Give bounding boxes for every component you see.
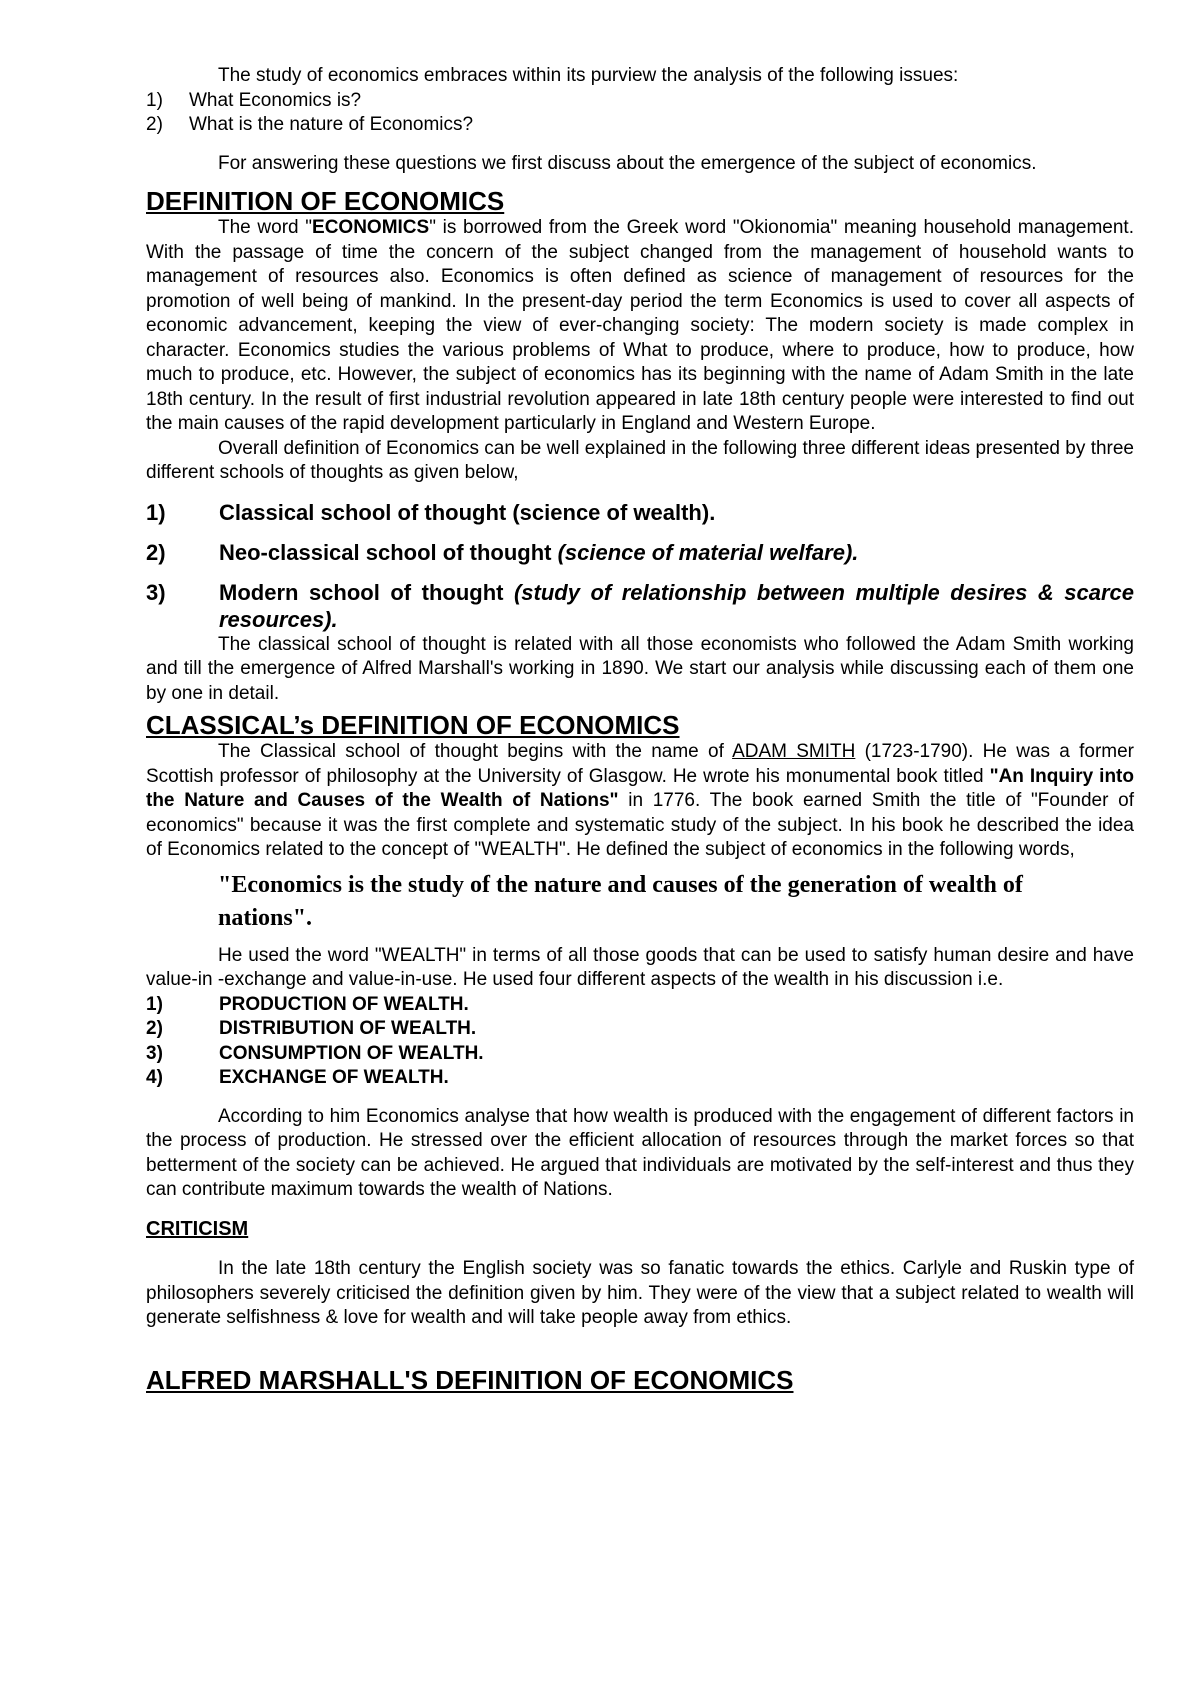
school-italic: (science of material welfare). (557, 539, 859, 565)
school-italic: (study of relationship between multiple desires & scarce resources). (219, 579, 1134, 632)
wealth-paragraph: He used the word "WEALTH" in terms of all those goods that can be used to satisfy human desire and have value-in -exchange and value-in-use. He used four different aspects of the wealth in his discussion i.e. (146, 944, 1134, 990)
wealth-aspects-list (146, 993, 1134, 1091)
list-text: DISTRIBUTION OF WEALTH. (219, 1018, 477, 1039)
school-main: Classical school of thought (science of wealth). (219, 499, 716, 525)
list-number: 4) (146, 1067, 163, 1088)
list-item (146, 993, 1134, 1018)
school-text (219, 499, 1134, 526)
list-item (146, 113, 1134, 138)
list-number: 2) (146, 1018, 163, 1039)
text-run: " is borrowed from the Greek word "Okionomia" meaning household management. With the passage of time the concern of the subject changed from the management of household wants to management of resources also. Economics is often defined as science of management of resources for the promotion of well being of mankind. In the present-day period the term Economics is used to cover all aspects of economic advancement, keeping the view of ever-changing society: The modern society is made complex in character. Economics studies the various problems of What to produce, where to produce, how to produce, how much to produce, etc. However, the subject of economics has its beginning with the name of Adam Smith in the late 18th century. In the result of first industrial revolution appeared in late 18th century people were interested to find out the main causes of the rapid development particularly in England and Western Europe. (146, 217, 1134, 434)
text-run: The Classical school of thought begins with the name of (218, 741, 733, 762)
definition-heading: DEFINITION OF ECONOMICS (146, 186, 505, 216)
bold-term: ECONOMICS (312, 217, 430, 238)
analysis-paragraph: According to him Economics analyse that how wealth is produced with the engagement of different factors in the process of production. He stressed over the efficient allocation of resources through the market forces so that betterment of the society can be achieved. He argued that individuals are motivated by the self-interest and thus they can contribute maximum towards the wealth of Nations. (146, 1105, 1134, 1200)
list-text: EXCHANGE OF WEALTH. (219, 1067, 449, 1088)
list-number: 1) (146, 993, 163, 1015)
list-item (146, 1017, 1134, 1042)
document-body (146, 64, 1134, 1395)
school-item (146, 499, 1134, 526)
school-text (219, 579, 1134, 633)
intro-paragraph: The study of economics embraces within its purview the analysis of the following issues: (218, 65, 959, 86)
overall-definition-paragraph: Overall definition of Economics can be well explained in the following three different ideas presented by three different schools of thoughts as given below, (146, 437, 1134, 483)
school-number: 3) (146, 579, 166, 605)
criticism-heading: CRITICISM (146, 1217, 249, 1240)
list-number: 1) (146, 89, 163, 111)
school-item (146, 579, 1134, 633)
adam-smith-paragraph (146, 740, 1134, 863)
school-number: 2) (146, 539, 166, 565)
list-item (146, 89, 1134, 114)
school-item (146, 539, 1134, 566)
school-main: Modern school of thought (219, 579, 514, 605)
adam-smith-name: ADAM SMITH (732, 741, 856, 762)
list-text: CONSUMPTION OF WEALTH. (219, 1042, 484, 1064)
classical-heading: CLASSICAL’s DEFINITION OF ECONOMICS (146, 710, 680, 740)
answering-paragraph: For answering these questions we first discuss about the emergence of the subject of economics. (218, 152, 1037, 174)
text-run: (1723-1790). He was a former Scottish professor of philosophy at the University of Glasgow. He wrote his monumental book titled (146, 741, 1134, 787)
list-item (146, 1042, 1134, 1067)
list-item (146, 1066, 1134, 1091)
text-run: The word " (218, 217, 313, 238)
school-text (219, 539, 1134, 566)
classical-school-paragraph: The classical school of thought is related with all those economists who followed the Adam Smith working and till the emergence of Alfred Marshall's working in 1890. We start our analysis while discussing each of them one by one in detail. (146, 633, 1134, 704)
list-number: 3) (146, 1042, 163, 1064)
marshall-heading: ALFRED MARSHALL'S DEFINITION OF ECONOMICS (146, 1364, 794, 1395)
questions-list (146, 89, 1134, 138)
list-text: PRODUCTION OF WEALTH. (219, 993, 469, 1015)
book-title: "An Inquiry into the Nature and Causes of the Wealth of Nations" (146, 765, 1134, 811)
school-main: Neo-classical school of thought (219, 539, 558, 565)
schools-list (146, 499, 1134, 633)
text-run: in 1776. The book earned Smith the title of "Founder of economics" because it was the first complete and systematic study of the subject. In his book he described the idea of Economics related to the concept of "WEALTH". He defined the subject of economics in the following words, (146, 790, 1134, 860)
definition-paragraph (146, 216, 1134, 437)
criticism-paragraph: In the late 18th century the English society was so fanatic towards the ethics. Carlyle and Ruskin type of philosophers severely criticised the definition given by him. They were of the view that a subject related to wealth will generate selfishness & love for wealth and will take people away from ethics. (146, 1258, 1134, 1329)
smith-definition-quote: "Economics is the study of the nature and causes of the generation of wealth of nations". (218, 871, 1023, 931)
school-number: 1) (146, 499, 166, 525)
list-text: What Economics is? (189, 89, 362, 111)
list-text: What is the nature of Economics? (189, 114, 474, 135)
list-number: 2) (146, 114, 163, 135)
